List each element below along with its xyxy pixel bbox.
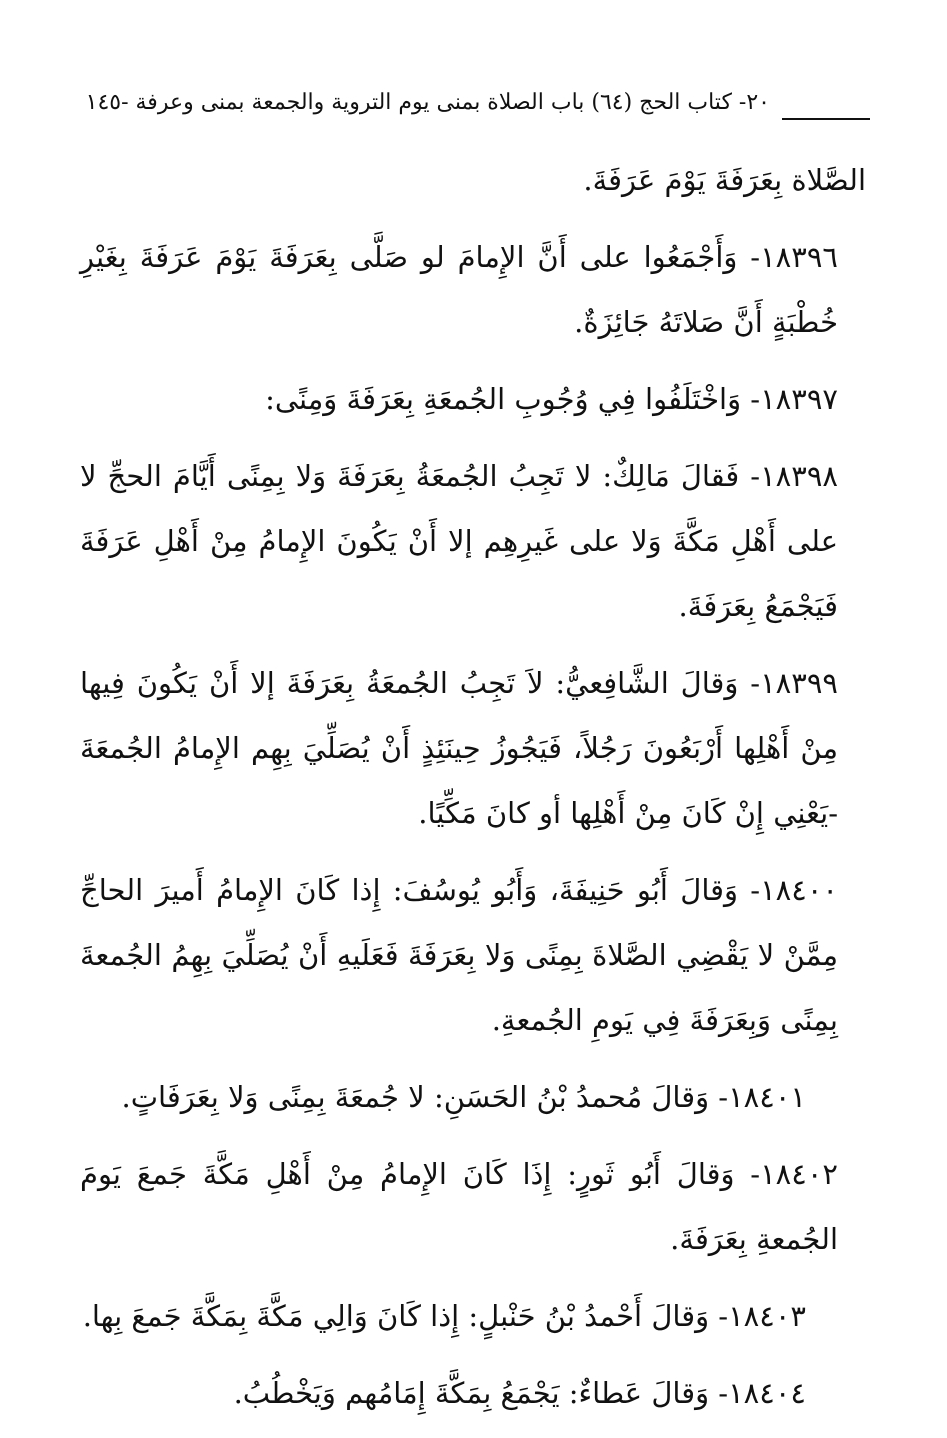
paragraph-continuation: الصَّلاة بِعَرَفَةَ يَوْمَ عَرَفَةَ. bbox=[583, 163, 866, 197]
paragraph-18400: ١٨٤٠٠- وَقالَ أَبُو حَنِيفَةَ، وَأَبُو يُوسُفَ: إِذا كَانَ الإِمامُ أَميرَ الحاجِّ مِمَّنْ لا يَقْضِي الصَّلاةَ بِمِنًى وَلا بِعَرَفَةَ فَعَلَيهِ أَنْ يُصَلِّيَ بِهِمُ الجُمعةَ بِمِنًى وَبِعَرَفَةَ فِي يَومِ الجُمعةِ. bbox=[80, 873, 838, 1037]
paragraph-18397: ١٨٣٩٧- وَاخْتَلَفُوا فِي وُجُوبِ الجُمعَةِ بِعَرَفَةَ وَمِنًى: bbox=[265, 382, 838, 416]
page-body bbox=[80, 148, 866, 1438]
running-header bbox=[85, 84, 870, 128]
paragraph-18401: ١٨٤٠١- وَقالَ مُحمدُ بْنُ الحَسَنِ: لا جُمعَةَ بِمِنًى وَلا بِعَرَفَاتٍ. bbox=[121, 1080, 806, 1114]
paragraph-18398: ١٨٣٩٨- فَقالَ مَالِكٌ: لا تَجِبُ الجُمعَةُ بِعَرَفَةَ وَلا بِمِنًى أَيَّامَ الحجِّ لا على أَهْلِ مَكَّةَ وَلا على غَيرِهِم إلا أَنْ يَكُونَ الإِمامُ مِنْ أَهْلِ عَرَفَةَ فَيَجْمَعُ بِعَرَفَةَ. bbox=[80, 459, 838, 623]
paragraph-18402: ١٨٤٠٢- وَقالَ أَبُو ثَورٍ: إِذَا كَانَ الإِمامُ مِنْ أَهْلِ مَكَّةَ جَمعَ يَومَ الجُمعةِ بِعَرَفَةَ. bbox=[80, 1157, 838, 1256]
paragraph-18403: ١٨٤٠٣- وَقالَ أَحْمدُ بْنُ حَنْبلٍ: إِذا كَانَ وَالِي مَكَّةَ بِمَكَّةَ جَمعَ بِها. bbox=[82, 1299, 806, 1333]
running-title: ٢٠- كتاب الحج (٦٤) باب الصلاة بمنى يوم التروية والجمعة بمنى وعرفة -١٤٥ bbox=[85, 90, 770, 115]
paragraph-18399: ١٨٣٩٩- وَقالَ الشَّافِعيُّ: لاَ تَجِبُ الجُمعَةُ بِعَرَفَةَ إلا أَنْ يَكُونَ فِيها مِنْ أَهْلِها أَرْبَعُونَ رَجُلاً، فَيَجُوزُ حِينَئِذٍ أَنْ يُصَلِّيَ بِهِم الإِمامُ الجُمعَةَ -يَعْنِي إِنْ كَانَ مِنْ أَهْلِها أو كانَ مَكِّيًا. bbox=[80, 666, 838, 830]
header-rule bbox=[782, 118, 870, 120]
paragraph-18396: ١٨٣٩٦- وَأَجْمَعُوا على أَنَّ الإِمامَ لو صَلَّى بِعَرَفَةَ يَوْمَ عَرَفَةَ بِغَيْرِ خُطْبَةٍ أَنَّ صَلاتَهُ جَائِزَةٌ. bbox=[80, 240, 838, 339]
paragraph-18404: ١٨٤٠٤- وَقالَ عَطاءٌ: يَجْمَعُ بِمَكَّةَ إِمَامُهم وَيَخْطُبُ. bbox=[233, 1376, 806, 1410]
